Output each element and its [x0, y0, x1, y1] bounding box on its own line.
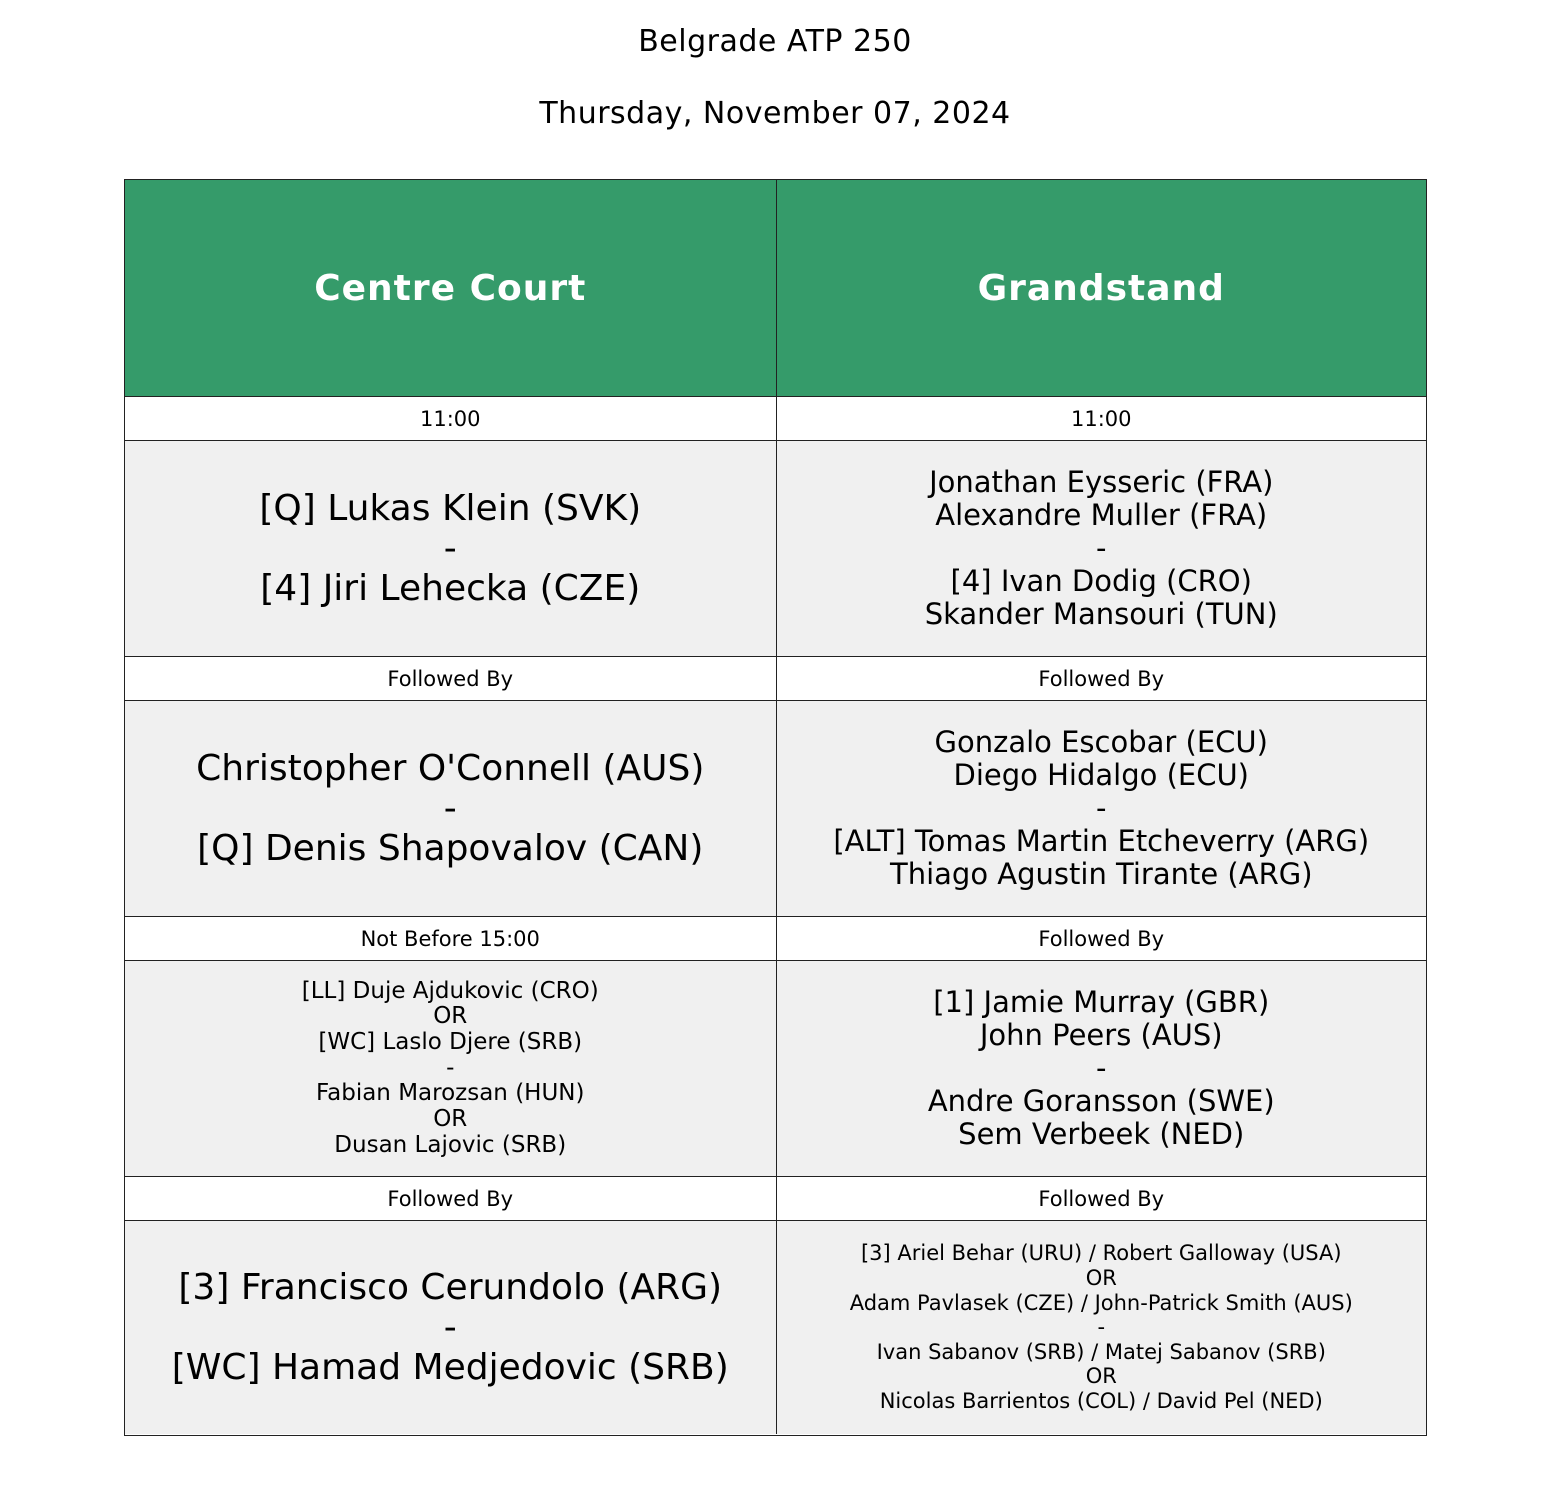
- player-line: [WC] Laslo Djere (SRB): [318, 1028, 583, 1055]
- player-line: Dusan Lajovic (SRB): [334, 1131, 567, 1158]
- time-label: 11:00: [125, 397, 776, 441]
- time-label: Followed By: [125, 1177, 776, 1221]
- time-label: Followed By: [125, 657, 776, 701]
- match-cell: [776, 961, 1427, 1177]
- player-line: [Q] Lukas Klein (SVK): [259, 487, 642, 529]
- time-label: Followed By: [776, 1177, 1427, 1221]
- match-row: [125, 1221, 1426, 1434]
- court-header-row: [125, 180, 1426, 397]
- player-line: Fabian Marozsan (HUN): [316, 1080, 585, 1107]
- or-separator: OR: [1085, 1364, 1117, 1389]
- or-separator: OR: [433, 1106, 468, 1133]
- player-line: Nicolas Barrientos (COL) / David Pel (NED): [879, 1388, 1323, 1413]
- match-cell: [125, 441, 776, 657]
- versus-separator: -: [1097, 1315, 1106, 1340]
- versus-separator: -: [1096, 1051, 1107, 1085]
- versus-separator: -: [443, 527, 457, 569]
- player-line: Andre Goransson (SWE): [927, 1084, 1275, 1118]
- versus-separator: -: [443, 787, 457, 829]
- court-header-centre: Centre Court: [125, 180, 776, 397]
- player-line: Ivan Sabanov (SRB) / Matej Sabanov (SRB): [876, 1339, 1326, 1364]
- player-line: [1] Jamie Murray (GBR): [933, 985, 1270, 1019]
- order-of-play-table: [124, 179, 1427, 1436]
- match-row: [125, 701, 1426, 917]
- player-line: Gonzalo Escobar (ECU): [934, 725, 1268, 759]
- player-line: Alexandre Muller (FRA): [935, 498, 1268, 532]
- player-line: Diego Hidalgo (ECU): [953, 758, 1249, 792]
- time-label: 11:00: [776, 397, 1427, 441]
- time-label: Followed By: [776, 917, 1427, 961]
- player-line: Thiago Agustin Tirante (ARG): [889, 857, 1313, 891]
- time-row: [125, 397, 1426, 441]
- schedule-date: Thursday, November 07, 2024: [539, 96, 1011, 131]
- match-cell: [125, 961, 776, 1177]
- player-line: [Q] Denis Shapovalov (CAN): [197, 827, 704, 869]
- match-cell: [776, 1221, 1427, 1434]
- player-line: [3] Ariel Behar (URU) / Robert Galloway (USA): [860, 1241, 1342, 1266]
- time-row: [125, 1177, 1426, 1221]
- versus-separator: -: [1096, 791, 1107, 825]
- player-line: Jonathan Eysseric (FRA): [929, 465, 1274, 499]
- player-line: Skander Mansouri (TUN): [924, 597, 1278, 631]
- player-line: Christopher O'Connell (AUS): [196, 747, 705, 789]
- or-separator: OR: [1085, 1266, 1117, 1291]
- versus-separator: -: [446, 1054, 455, 1081]
- match-cell: [776, 441, 1427, 657]
- match-cell: [125, 701, 776, 917]
- tournament-title: Belgrade ATP 250: [638, 24, 912, 59]
- or-separator: OR: [433, 1003, 468, 1030]
- match-row: [125, 961, 1426, 1177]
- versus-separator: -: [1096, 531, 1107, 565]
- time-row: [125, 917, 1426, 961]
- player-line: [LL] Duje Ajdukovic (CRO): [301, 977, 599, 1004]
- player-line: Adam Pavlasek (CZE) / John-Patrick Smith (AUS): [849, 1290, 1353, 1315]
- player-line: [3] Francisco Cerundolo (ARG): [178, 1266, 723, 1308]
- court-header-grandstand: Grandstand: [776, 180, 1427, 397]
- player-line: [WC] Hamad Medjedovic (SRB): [171, 1346, 729, 1388]
- match-cell: [776, 701, 1427, 917]
- player-line: Sem Verbeek (NED): [958, 1117, 1245, 1151]
- player-line: John Peers (AUS): [979, 1018, 1223, 1052]
- player-line: [4] Jiri Lehecka (CZE): [260, 567, 641, 609]
- match-cell: [125, 1221, 776, 1434]
- time-row: [125, 657, 1426, 701]
- versus-separator: -: [443, 1306, 457, 1348]
- time-label: Not Before 15:00: [125, 917, 776, 961]
- match-row: [125, 441, 1426, 657]
- player-line: [4] Ivan Dodig (CRO): [950, 564, 1252, 598]
- time-label: Followed By: [776, 657, 1427, 701]
- player-line: [ALT] Tomas Martin Etcheverry (ARG): [833, 824, 1370, 858]
